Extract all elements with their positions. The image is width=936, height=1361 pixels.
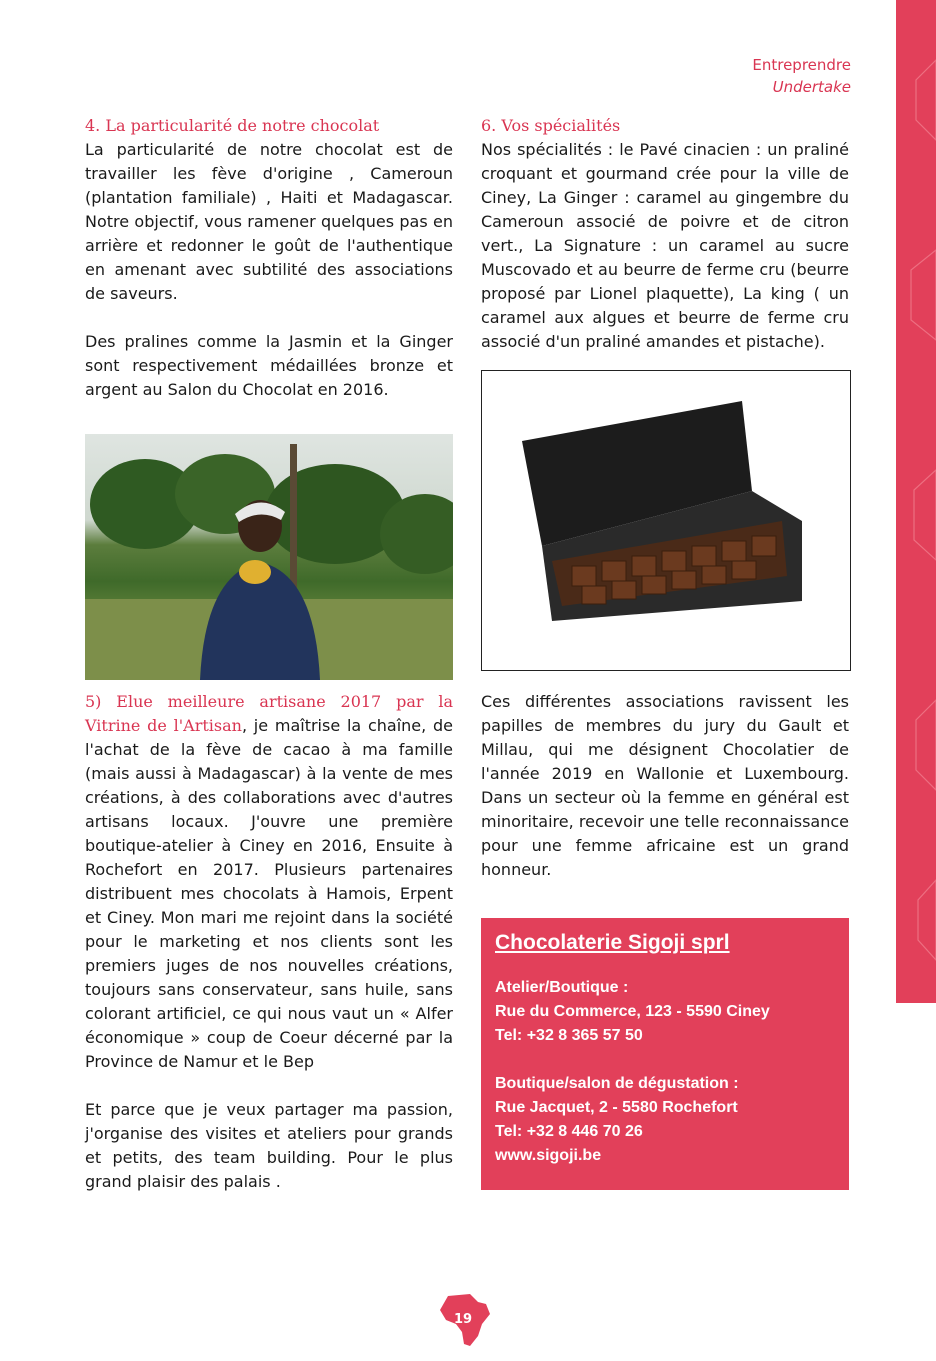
left-column-top — [85, 114, 453, 402]
photo-chocolate-box — [481, 370, 851, 671]
company-name: Chocolaterie Sigoji sprl — [495, 931, 730, 954]
atelier-phone: Tel: +32 8 365 57 50 — [495, 1027, 643, 1044]
salon-address: Rue Jacquet, 2 - 5580 Rochefort — [495, 1099, 738, 1116]
salon-phone: Tel: +32 8 446 70 26 — [495, 1123, 643, 1140]
atelier-label: Atelier/Boutique : — [495, 979, 629, 996]
page-number: 19 — [454, 1312, 473, 1327]
photo-cocoa-farmer — [85, 434, 453, 680]
salon-label: Boutique/salon de dégustation : — [495, 1075, 739, 1092]
decorative-side-band — [896, 0, 936, 1003]
hexagon-pattern-icon — [896, 0, 936, 1003]
website-link[interactable]: www.sigoji.be — [495, 1147, 602, 1164]
paragraph-4-1: La particularité de notre chocolat est de travailler les fève d'origine , Cameroun (plantation familiale) , Haiti et Madagascar. Notre objectif, vous ramener quelques pas en arrière et redonner le goût de l'authentique en amenant avec subtilité des associations de saveurs. — [85, 140, 453, 303]
atelier-address: Rue du Commerce, 123 - 5590 Ciney — [495, 1003, 770, 1020]
paragraph-5-body: , je maîtrise la chaîne, de l'achat de la fève de cacao à ma famille (mais aussi à Madagascar) à la vente de mes créations, à des collaborations avec d'autres artisans locaux. J'ouvre une première boutique-atelier à Ciney en 2016, Ensuite à Rochefort en 2017. Plusieurs partenaires distribuent mes chocolats à Hamois, Erpent et Ciney. Mon mari me rejoint dans la société pour le marketing et nos clients sont les premiers juges de nos nouvelles créations, toujours sans conservateur, sans huile, sans colorant artificiel, ce qui nous vaut un « Alfer économique » coup de Coeur décerné par la Province de Namur et le Bep — [85, 716, 453, 1071]
paragraph-5-2: Et parce que je veux partager ma passion, j'organise des visites et ateliers pour grands et petits, des team building. Pour le plus grand plaisir des palais . — [85, 1100, 453, 1191]
right-column-top — [481, 114, 849, 354]
heading-5: 5) Elue meilleure artisane 2017 par la Vitrine de l'Artisan — [85, 692, 453, 735]
section-title-fr: Entreprendre — [752, 56, 851, 74]
paragraph-6-1: Nos spécialités : le Pavé cinacien : un praliné croquant et gourmand crée pour la ville de Ciney, La Ginger : caramel au gingembre du Cameroun associé de poivre et de citron vert., La Signature : un caramel au sucre Muscovado et au beurre de ferme cru (beurre proposé par Lionel plaquette), La king ( un caramel aux algues et beurre de ferme cru associé d'un praliné amandes et pistache). — [481, 140, 849, 351]
heading-6: 6. Vos spécialités — [481, 116, 621, 135]
left-column-bottom — [85, 690, 453, 1194]
section-title-en: Undertake — [772, 78, 851, 96]
paragraph-6-2: Ces différentes associations ravissent les papilles de membres du jury du Gault et Millau, qui me désignent Chocolatier de l'année 2019 en Wallonie et Luxembourg. Dans un secteur où la femme en général est minoritaire, recevoir une telle reconnaissance pour une femme africaine est un grand honneur. — [481, 692, 849, 879]
right-column-middle — [481, 690, 849, 882]
paragraph-5 — [85, 690, 453, 1074]
heading-4: 4. La particularité de notre chocolat — [85, 116, 380, 135]
contact-info-box — [481, 918, 849, 1190]
section-tag — [752, 54, 851, 98]
paragraph-4-2: Des pralines comme la Jasmin et la Ginger sont respectivement médaillées bronze et argent au Salon du Chocolat en 2016. — [85, 332, 453, 399]
page-number-badge — [436, 1290, 496, 1350]
